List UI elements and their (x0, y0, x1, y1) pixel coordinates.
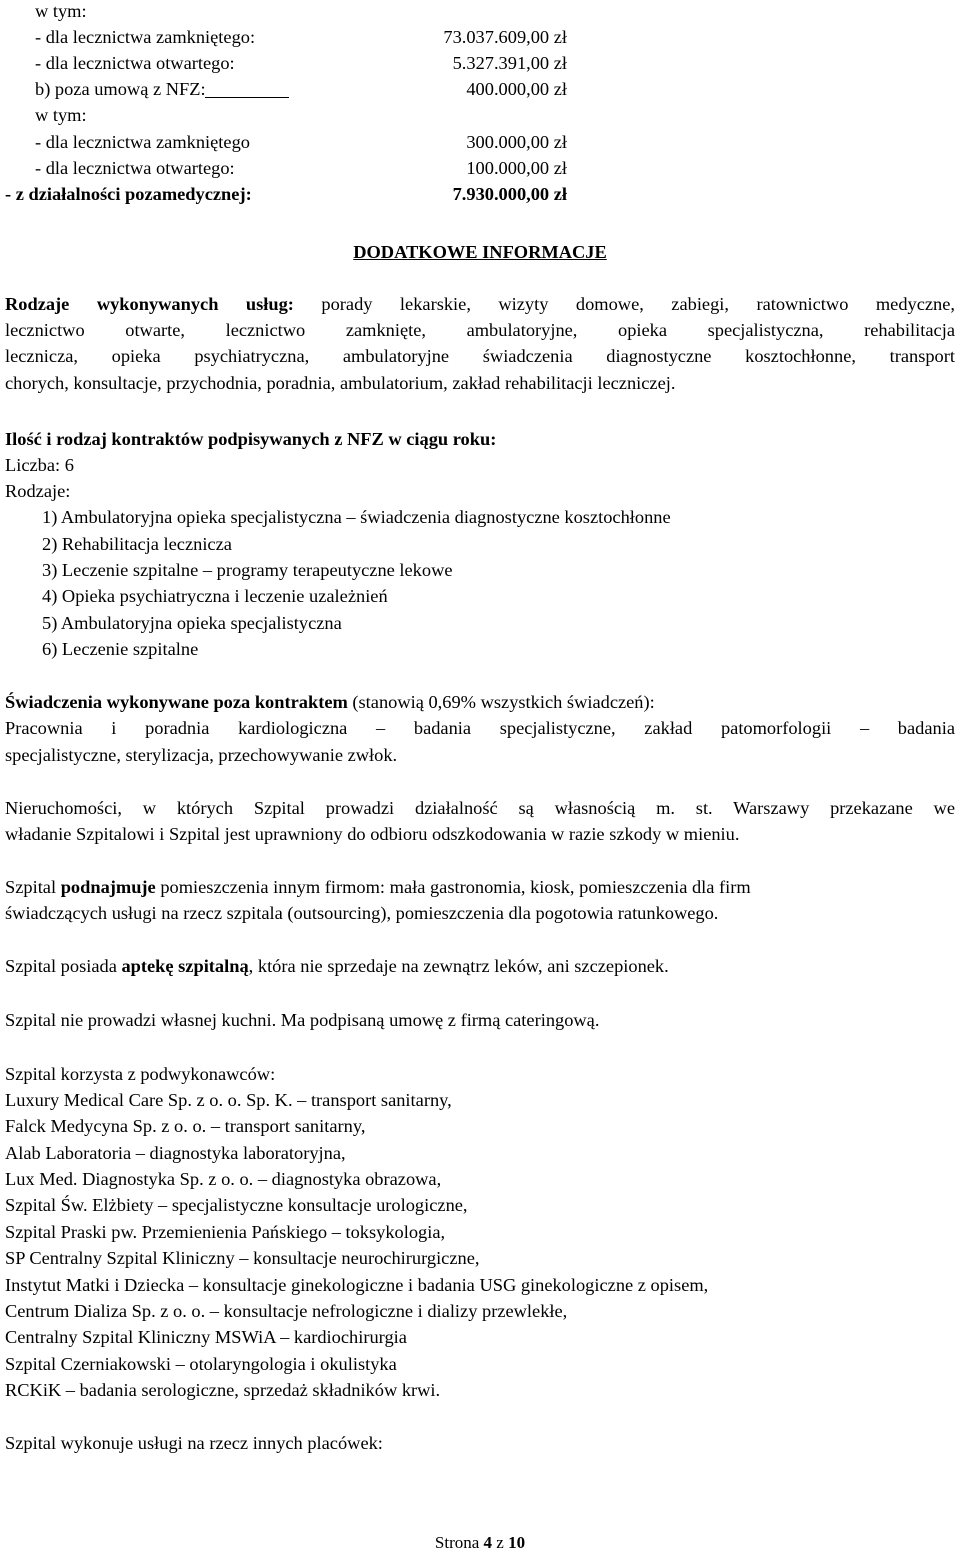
footer-sep: z (496, 1533, 504, 1552)
list-item: SP Centralny Szpital Kliniczny – konsultacje neurochirurgiczne, (5, 1248, 480, 1268)
property-line: Nieruchomości, w których Szpital prowadzi działalność są własnością m. st. Warszawy przekazane we (5, 798, 955, 818)
rent-bold: podnajmuje (60, 877, 156, 897)
page-total: 10 (508, 1533, 526, 1552)
finance-label: - z działalności pozamedycznej: (5, 184, 252, 204)
finance-label: - dla lecznictwa zamkniętego: (35, 27, 256, 47)
subcontractors-heading: Szpital korzysta z podwykonawców: (5, 1064, 276, 1084)
list-item: Falck Medycyna Sp. z o. o. – transport sanitarny, (5, 1116, 366, 1136)
pharmacy-paragraph: Szpital posiada aptekę szpitalną, która nie sprzedaje na zewnątrz leków, ani szczepionek. (5, 956, 669, 976)
contracts-heading: Ilość i rodzaj kontraktów podpisywanych z NFZ w ciągu roku: (5, 429, 497, 449)
finance-value: 400.000,00 zł (466, 79, 567, 99)
pharmacy-bold: aptekę szpitalną (121, 956, 249, 976)
section-heading: DODATKOWE INFORMACJE (353, 242, 607, 262)
list-item: 6) Leczenie szpitalne (42, 639, 199, 659)
outside-rest: (stanowią 0,69% wszystkich świadczeń): (347, 692, 655, 712)
rent-line: świadczących usługi na rzecz szpitala (outsourcing), pomieszczenia dla pogotowia ratunkowego. (5, 903, 719, 923)
finance-value: 5.327.391,00 zł (452, 53, 567, 73)
services-for-others: Szpital wykonuje usługi na rzecz innych placówek: (5, 1433, 383, 1453)
finance-value: 300.000,00 zł (466, 132, 567, 152)
page-number: 4 (483, 1533, 493, 1552)
underline-filler (205, 96, 289, 98)
services-label: Rodzaje wykonywanych usług: (5, 294, 294, 314)
outside-line: Pracownia i poradnia kardiologiczna – badania specjalistyczne, zakład patomorfologii – badania (5, 718, 955, 738)
list-item: Szpital Czerniakowski – otolaryngologia i okulistyka (5, 1354, 397, 1374)
list-item: Centralny Szpital Kliniczny MSWiA – kardiochirurgia (5, 1327, 407, 1347)
finance-label: - dla lecznictwa zamkniętego (35, 132, 250, 152)
finance-label: - dla lecznictwa otwartego: (35, 158, 235, 178)
services-line: lecznicza, opieka psychiatryczna, ambulatoryjne świadczenia diagnostyczne kosztochłonne, transport (5, 346, 955, 366)
list-item: 3) Leczenie szpitalne – programy terapeutyczne lekowe (42, 560, 453, 580)
outside-bold: Świadczenia wykonywane poza kontraktem (5, 692, 348, 712)
property-line: władanie Szpitalowi i Szpital jest uprawniony do odbioru odszkodowania w razie szkody w mieniu. (5, 824, 740, 844)
footer-prefix: Strona (434, 1533, 480, 1552)
list-item: RCKiK – badania serologiczne, sprzedaż składników krwi. (5, 1380, 441, 1400)
page-footer (0, 1530, 960, 1556)
list-item: Lux Med. Diagnostyka Sp. z o. o. – diagnostyka obrazowa, (5, 1169, 442, 1189)
list-item: Centrum Dializa Sp. z o. o. – konsultacje nefrologiczne i dializy przewlekłe, (5, 1301, 568, 1321)
contracts-count: Liczba: 6 (5, 455, 74, 475)
finance-value: 73.037.609,00 zł (443, 27, 567, 47)
finance-label: w tym: (35, 105, 87, 125)
list-item: 5) Ambulatoryjna opieka specjalistyczna (42, 613, 342, 633)
list-item: 4) Opieka psychiatryczna i leczenie uzależnień (42, 586, 388, 606)
services-line: chorych, konsultacje, przychodnia, poradnia, ambulatorium, zakład rehabilitacji leczniczej. (5, 373, 676, 393)
finance-label: - dla lecznictwa otwartego: (35, 53, 235, 73)
finance-label-nfz: b) poza umową z NFZ: (35, 76, 289, 102)
list-item: Alab Laboratoria – diagnostyka laboratoryjna, (5, 1143, 346, 1163)
list-item: Szpital Św. Elżbiety – specjalistyczne konsultacje urologiczne, (5, 1195, 468, 1215)
contracts-types-label: Rodzaje: (5, 481, 71, 501)
kitchen-paragraph: Szpital nie prowadzi własnej kuchni. Ma podpisaną umowę z firmą cateringową. (5, 1010, 600, 1030)
outside-line: specjalistyczne, sterylizacja, przechowywanie zwłok. (5, 745, 398, 765)
services-line: lecznictwo otwarte, lecznictwo zamknięte, ambulatoryjne, opieka specjalistyczna, rehabilitacja (5, 320, 955, 340)
finance-value: 7.930.000,00 zł (452, 184, 567, 204)
finance-label: w tym: (35, 1, 87, 21)
list-item: Luxury Medical Care Sp. z o. o. Sp. K. – transport sanitarny, (5, 1090, 452, 1110)
list-item: Instytut Matki i Dziecka – konsultacje ginekologiczne i badania USG ginekologiczne z opisem, (5, 1275, 709, 1295)
list-item: 2) Rehabilitacja lecznicza (42, 534, 232, 554)
list-item: 1) Ambulatoryjna opieka specjalistyczna – świadczenia diagnostyczne kosztochłonne (42, 507, 671, 527)
list-item: Szpital Praski pw. Przemienienia Pańskiego – toksykologia, (5, 1222, 446, 1242)
finance-value: 100.000,00 zł (466, 158, 567, 178)
